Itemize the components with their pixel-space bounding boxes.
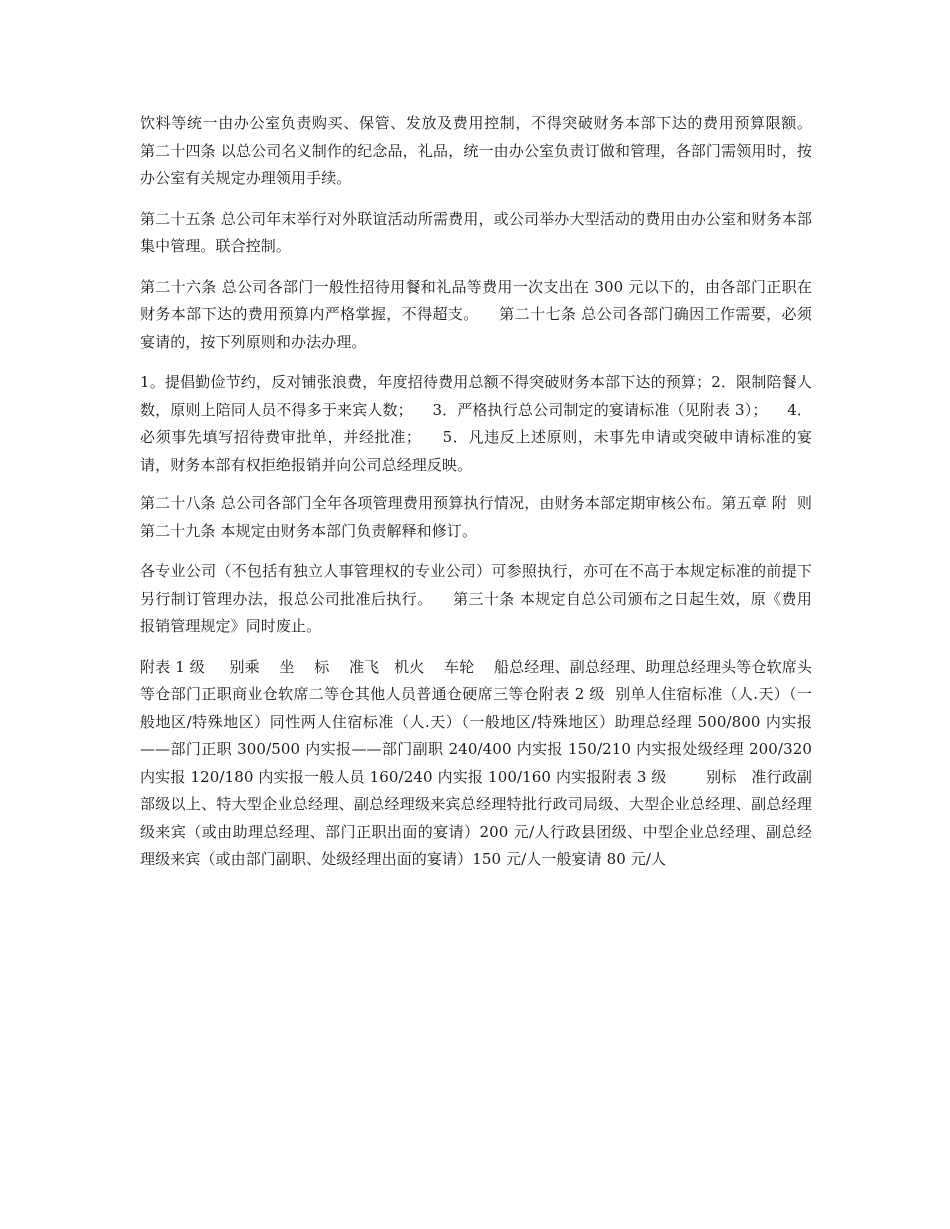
paragraph-appendix-tables: 附表 1 级 别乘 坐 标 准飞 机火 车轮 船总经理、副总经理、助理总经理头等仓软席头等仓部门正职商业仓软席二等仓其他人员普通仓硬席三等仓附表 2 级 别单人住宿标准（人.天）（一般地区/特殊地区）同性两人住宿标准（人.天）（一般地区/特殊地区）助理总经理 500/800 内实报——部门正职 300/500 内实报——部门副职 240/400 内实报 150/210 内实报处级经理 200/320 内实报 120/180 内实报一般人员 160/240 内实报 100/160 内实报附表 3 级 别标 准行政副部级以上、特大型企业总经理、副总经理级来宾总经理特批行政司局级、大型企业总经理、副总经理级来宾（或由助理总经理、部门正职出面的宴请）200 元/人行政县团级、中型企业总经理、副总经理级来宾（或由部门副职、处级经理出面的宴请）150 元/人一般宴请 80 元/人 xyxy=(140,657,817,868)
paragraph-article-28-29: 第二十八条 总公司各部门全年各项管理费用预算执行情况，由财务本部定期审核公布。第五章 附 则 第二十九条 本规定由财务本部门负责解释和修订。 xyxy=(140,494,832,540)
paragraph-article-25: 第二十五条 总公司年末举行对外联谊活动所需费用，或公司举办大型活动的费用由办公室和财务本部集中管理。联合控制。 xyxy=(140,209,812,255)
document-body xyxy=(140,110,832,887)
paragraph-article-26-27: 第二十六条 总公司各部门一般性招待用餐和礼品等费用一次支出在 300 元以下的，由各部门正职在财务本部下达的费用预算内严格掌握，不得超支。 第二十七条 总公司各部门确因工作需要，必须宴请的，按下列原则和办法办理。 xyxy=(140,277,812,351)
paragraph-article-30: 各专业公司（不包括有独立人事管理权的专业公司）可参照执行，亦可在不高于本规定标准的前提下另行制订管理办法，报总公司批准后执行。 第三十条 本规定自总公司颁布之日起生效，原《费用报销管理规定》同时废止。 xyxy=(140,562,812,635)
paragraph-banquet-rules: 1。提倡勤俭节约，反对铺张浪费，年度招待费用总额不得突破财务本部下达的预算；2．限制陪餐人数，原则上陪同人员不得多于来宾人数； 3．严格执行总公司制定的宴请标准（见附表 3）； 4．必须事先填写招待费审批单，并经批准； 5．凡违反上述原则，未事先申请或突破申请标准的宴请，财务本部有权拒绝报销并向公司总经理反映。 xyxy=(140,373,812,474)
paragraph-article-24: 饮料等统一由办公室负责购买、保管、发放及费用控制，不得突破财务本部下达的费用预算限额。 第二十四条 以总公司名义制作的纪念品，礼品，统一由办公室负责订做和管理，各部门需领用时，按办公室有关规定办理领用手续。 xyxy=(140,114,832,187)
